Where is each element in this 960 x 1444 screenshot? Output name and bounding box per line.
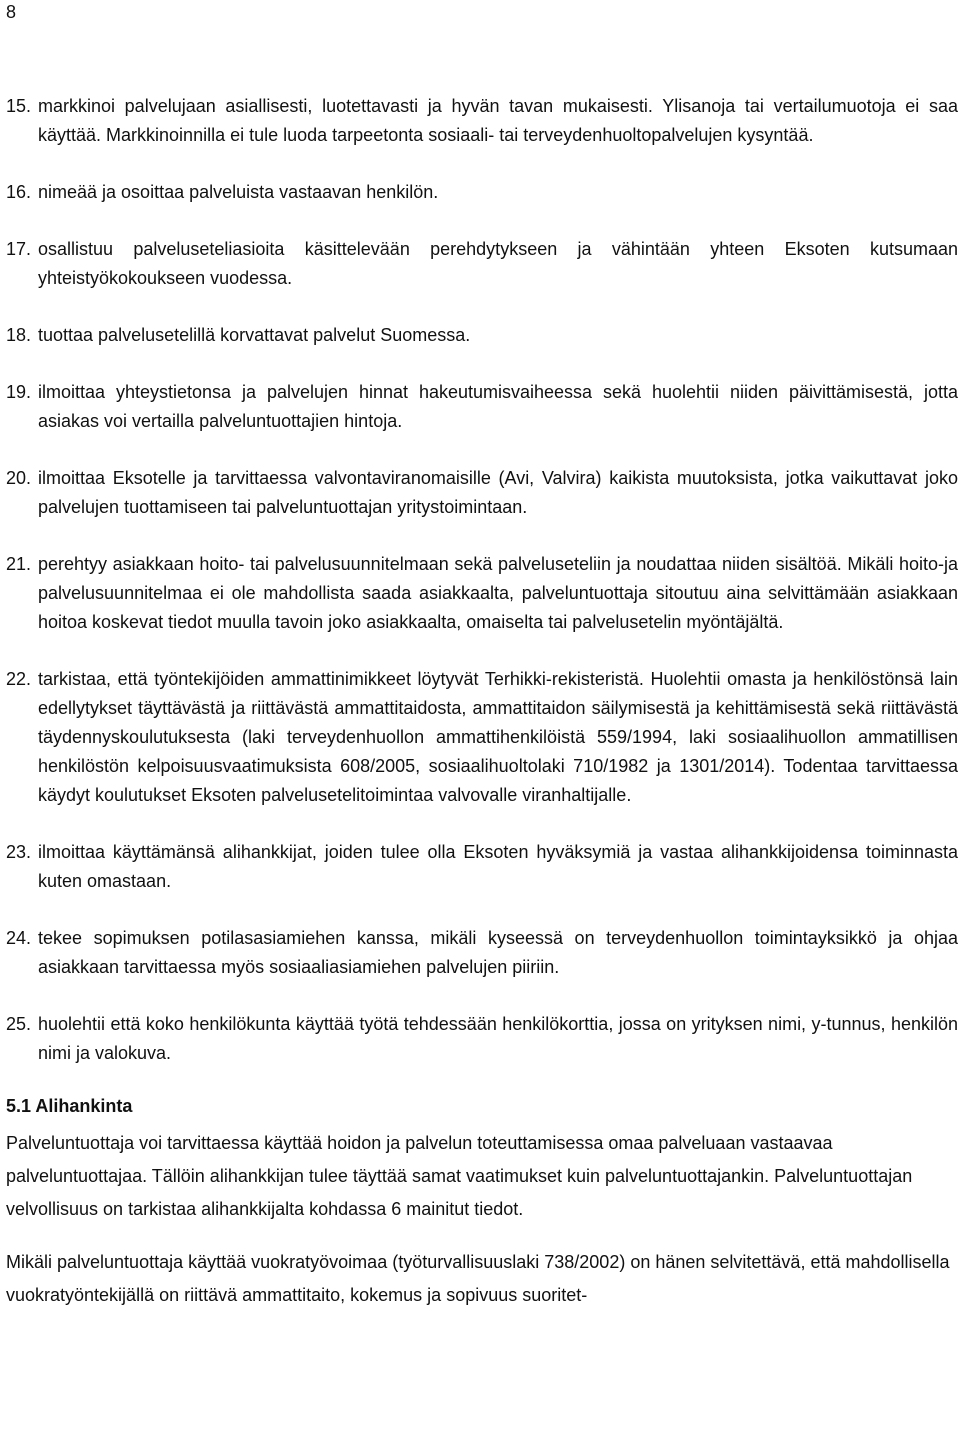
list-item (6, 464, 958, 522)
list-item (6, 378, 958, 436)
item-text: ilmoittaa käyttämänsä alihankkijat, joiden tulee olla Eksoten hyväksymiä ja vastaa alihankkijoidensa toiminnasta kuten omastaan. (38, 842, 958, 891)
item-text: markkinoi palvelujaan asiallisesti, luotettavasti ja hyvän tavan mukaisesti. Ylisanoja tai vertailumuotoja ei saa käyttää. Markkinoinnilla ei tule luoda tarpeetonta sosiaali- tai terveydenhuoltopalvelujen kysyntää. (38, 96, 958, 145)
item-number: 19. (6, 382, 32, 402)
item-text: ilmoittaa yhteystietonsa ja palvelujen hinnat hakeutumisvaiheessa sekä huolehtii niiden päivittämisestä, jotta asiakas voi vertailla palveluntuottajien hintoja. (38, 382, 958, 431)
list-item (6, 92, 958, 150)
section-paragraph: Mikäli palveluntuottaja käyttää vuokratyövoimaa (työturvallisuuslaki 738/2002) on hänen selvitettävä, että mahdollisella vuokratyöntekijällä on riittävä ammattitaito, kokemus ja sopivuus suoritet- (6, 1252, 950, 1305)
item-text: huolehtii että koko henkilökunta käyttää työtä tehdessään henkilökorttia, jossa on yrityksen nimi, y-tunnus, henkilön nimi ja valokuva. (38, 1014, 958, 1063)
item-number: 20. (6, 468, 32, 488)
section-paragraph: Palveluntuottaja voi tarvittaessa käyttää hoidon ja palvelun toteuttamisessa omaa palveluaan vastaavaa palveluntuottajaa. Tällöin alihankkijan tulee täyttää samat vaatimukset kuin palveluntuottajankin. Palveluntuottajan velvollisuus on tarkistaa alihankkijalta kohdassa 6 mainitut tiedot. (6, 1133, 913, 1219)
item-text: nimeää ja osoittaa palveluista vastaavan henkilön. (38, 182, 439, 202)
item-number: 22. (6, 669, 32, 689)
item-number: 24. (6, 928, 32, 948)
item-number: 25. (6, 1014, 32, 1034)
document-body (6, 92, 958, 1332)
item-text: tekee sopimuksen potilasasiamiehen kanssa, mikäli kyseessä on terveydenhuollon toimintayksikkö ja ohjaa asiakkaan tarvittaessa myös sosiaaliasiamiehen palvelujen piiriin. (38, 928, 958, 977)
list-item (6, 178, 958, 207)
section-heading: 5.1 Alihankinta (6, 1096, 133, 1116)
list-item (6, 550, 958, 637)
item-text: perehtyy asiakkaan hoito- tai palvelusuunnitelmaan sekä palveluseteliin ja noudattaa niiden sisältöä. Mikäli hoito-ja palvelusuunnitelmaa ei ole mahdollista saada asiakkaalta, palveluntuottaja sitoutuu aina selvittämään asiakkaan hoitoa koskevat tiedot muulla tavoin joko asiakkaalta, omaiselta tai palvelusetelin myöntäjältä. (38, 554, 958, 632)
list-item (6, 924, 958, 982)
item-number: 16. (6, 182, 32, 202)
item-number: 21. (6, 554, 32, 574)
list-item (6, 1010, 958, 1068)
item-number: 23. (6, 842, 32, 862)
list-item (6, 235, 958, 293)
item-number: 17. (6, 239, 32, 259)
item-number: 18. (6, 325, 32, 345)
list-item (6, 665, 958, 810)
item-number: 15. (6, 96, 32, 116)
item-text: ilmoittaa Eksotelle ja tarvittaessa valvontaviranomaisille (Avi, Valvira) kaikista muutoksista, jotka vaikuttavat joko palvelujen tuottamiseen tai palveluntuottajan yritystoimintaan. (38, 468, 958, 517)
page-number: 8 (6, 2, 17, 22)
requirements-list (6, 92, 958, 1068)
list-item (6, 838, 958, 896)
item-text: osallistuu palveluseteliasioita käsittelevään perehdytykseen ja vähintään yhteen Eksoten kutsumaan yhteistyökokoukseen vuodessa. (38, 239, 958, 288)
item-text: tuottaa palvelusetelillä korvattavat palvelut Suomessa. (38, 325, 471, 345)
list-item (6, 321, 958, 350)
item-text: tarkistaa, että työntekijöiden ammattinimikkeet löytyvät Terhikki-rekisteristä. Huolehtii omasta ja henkilöstönsä lain edellytykset täyttävästä ja riittävästä ammattitaidosta, ammattitaidon säilymisestä ja kehittämisestä sekä riittävästä täydennyskoulutuksesta (laki terveydenhuollon ammattihenkilöistä 559/1994, laki sosiaalihuollon ammatillisen henkilöstön kelpoisuusvaatimuksista 608/2005, sosiaalihuoltolaki 710/1982 ja 1301/2014). Todentaa tarvittaessa käydyt koulutukset Eksoten palvelusetelitoimintaa valvovalle viranhaltijalle. (38, 669, 958, 805)
